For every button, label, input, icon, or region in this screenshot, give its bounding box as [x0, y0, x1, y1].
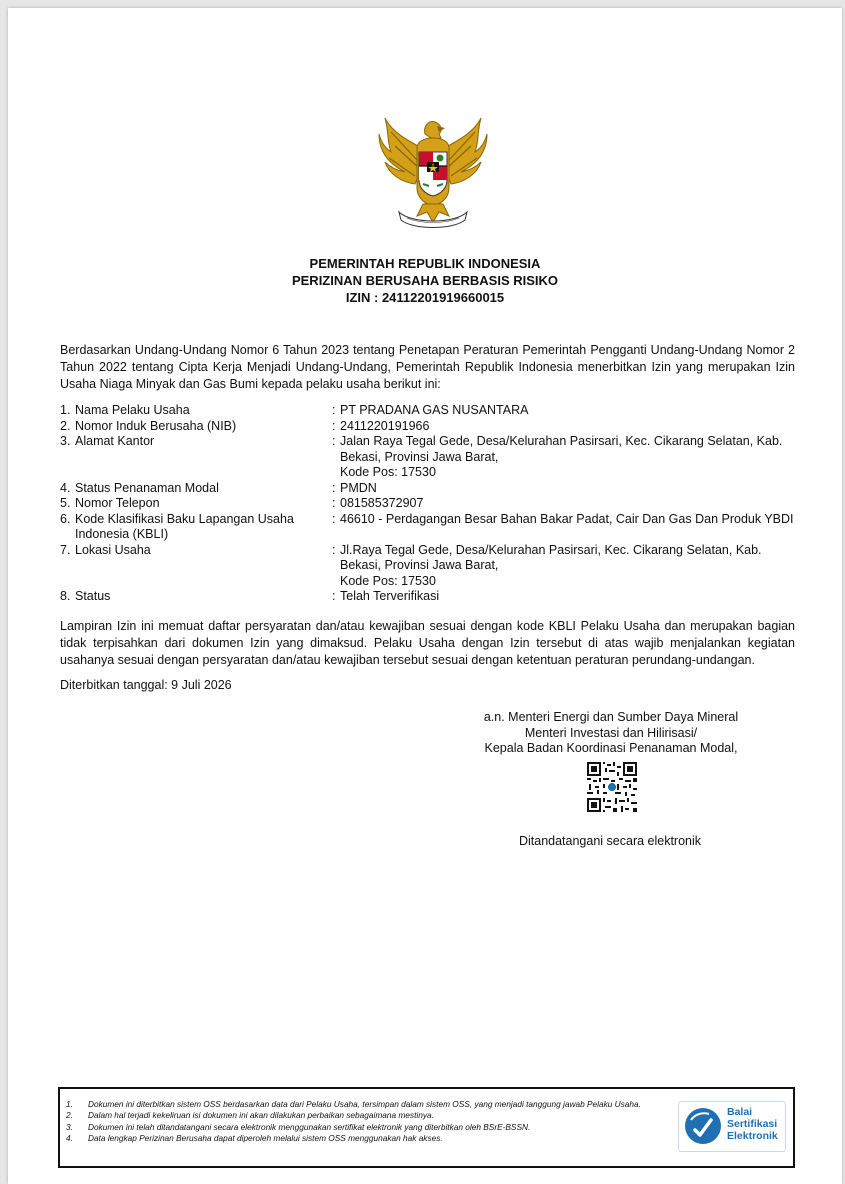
- field-label: Nama Pelaku Usaha: [75, 403, 190, 417]
- list-item: 1. Dokumen ini diterbitkan sistem OSS berdasarkan data dari Pelaku Usaha, tersimpan dalam sistem OSS, yang menjadi tanggung jawab Pelaku Usaha.: [66, 1099, 641, 1109]
- signer-line-2: Menteri Investasi dan Hilirisasi/: [524, 725, 698, 740]
- field-label: Status: [75, 589, 111, 603]
- postal-code: Kode Pos: 17530: [340, 465, 436, 479]
- field-number: 6.: [60, 511, 71, 526]
- field-value: 2411220191966: [340, 418, 430, 433]
- field-row: 3. Alamat Kantor : Jalan Raya Tegal Gede, Desa/Kelurahan Pasirsari, Kec. Cikarang Selatan, Kab. Bekasi, Provinsi Jawa Barat, Kode Pos: 17530: [60, 434, 783, 479]
- signature-block: [466, 710, 756, 757]
- field-value: Jalan Raya Tegal Gede, Desa/Kelurahan Pasirsari, Kec. Cikarang Selatan, Kab. Bekasi, Provinsi Jawa Barat,: [340, 434, 783, 464]
- field-label: Alamat Kantor: [75, 434, 155, 448]
- list-item: 2. Dalam hal terjadi kekeliruan isi dokumen ini akan dilakukan perbaikan sebagaimana mestinya.: [66, 1110, 434, 1121]
- field-value: 081585372907: [340, 496, 424, 510]
- field-value: PMDN: [340, 480, 377, 495]
- field-number: 4.: [60, 480, 71, 495]
- government-title: PEMERINTAH REPUBLIK INDONESIA: [309, 256, 541, 271]
- document-header: [8, 255, 842, 306]
- field-value: 46610 - Perdagangan Besar Bahan Bakar Padat, Cair Dan Gas Dan Produk YBDI: [340, 511, 794, 526]
- bsre-logo: [678, 1101, 786, 1152]
- field-row: 2. Nomor Induk Berusaha (NIB) : 2411220191966: [60, 419, 800, 435]
- issue-date: Diterbitkan tanggal: 9 Juli 2026: [60, 678, 232, 692]
- field-row: 1. Nama Pelaku Usaha : PT PRADANA GAS NUSANTARA: [60, 403, 800, 419]
- footer-notes-list: [66, 1099, 676, 1144]
- document-page: [8, 8, 842, 1184]
- postal-code: Kode Pos: 17530: [340, 573, 436, 588]
- field-label: Lokasi Usaha: [75, 542, 151, 557]
- field-row: 8. Status : Telah Terverifikasi: [60, 589, 800, 605]
- qr-code-icon: [587, 762, 637, 812]
- field-value: Telah Terverifikasi: [340, 589, 440, 603]
- footer-notes-box: [58, 1087, 795, 1168]
- field-number: 5.: [60, 496, 71, 510]
- field-number: 2.: [60, 418, 71, 433]
- list-item: 3. Dokumen ini telah ditandatangani secara elektronik menggunakan sertifikat elektronik yang diterbitkan oleh BSrE-BSSN.: [66, 1121, 531, 1132]
- business-details-list: [60, 403, 800, 605]
- field-number: 8.: [60, 589, 71, 603]
- bsre-logo-text: Balai Sertifikasi Elektronik: [727, 1106, 778, 1142]
- field-value: Jl.Raya Tegal Gede, Desa/Kelurahan Pasirsari, Kec. Cikarang Selatan, Kab. Bekasi, Provinsi Jawa Barat,: [340, 542, 762, 572]
- garuda-emblem-icon: [371, 112, 495, 230]
- field-label: Status Penanaman Modal: [75, 480, 219, 495]
- field-number: 7.: [60, 542, 71, 557]
- closing-paragraph: Lampiran Izin ini memuat daftar persyaratan dan/atau kewajiban sesuai dengan kode KBLI Pelaku Usaha dan merupakan bagian tidak terpisahkan dari dokumen Izin yang dimaksud. Pelaku Usaha dengan Izin tersebut di atas wajib menjalankan kegiatan usahanya sesuai dengan persyaratan dan/atau kewajiban tersebut sesuai dengan ketentuan peraturan perundang-undangan.: [60, 619, 795, 667]
- signer-line-3: Kepala Badan Koordinasi Penanaman Modal,: [484, 741, 738, 755]
- field-number: 3.: [60, 434, 71, 448]
- field-label: Kode Klasifikasi Baku Lapangan Usaha Indonesia (KBLI): [75, 511, 294, 541]
- electronic-signature-note: Ditandatangani secara elektronik: [518, 834, 702, 848]
- field-value: PT PRADANA GAS NUSANTARA: [340, 403, 529, 417]
- field-label: Nomor Telepon: [75, 496, 160, 510]
- bsre-logo-icon: [683, 1106, 723, 1146]
- field-row: 7. Lokasi Usaha : Jl.Raya Tegal Gede, Desa/Kelurahan Pasirsari, Kec. Cikarang Selatan, Kab. Bekasi, Provinsi Jawa Barat, Kode Pos: 17530: [60, 542, 762, 588]
- list-item: 4. Data lengkap Perizinan Berusaha dapat diperoleh melalui sistem OSS menggunakan hak akses.: [66, 1132, 443, 1143]
- permit-type-title: PERIZINAN BERUSAHA BERBASIS RISIKO: [291, 273, 559, 288]
- signer-line-1: a.n. Menteri Energi dan Sumber Daya Mineral: [483, 710, 739, 724]
- field-row: 6. Kode Klasifikasi Baku Lapangan Usaha Indonesia (KBLI) : 46610 - Perdagangan Besar Bahan Bakar Padat, Cair Dan Gas Dan Produk YBDI: [60, 512, 800, 543]
- field-label: Nomor Induk Berusaha (NIB): [75, 418, 237, 433]
- field-row: 5. Nomor Telepon : 081585372907: [60, 496, 800, 512]
- intro-paragraph: Berdasarkan Undang-Undang Nomor 6 Tahun 2023 tentang Penetapan Peraturan Pemerintah Pengganti Undang-Undang Nomor 2 Tahun 2022 tentang Cipta Kerja Menjadi Undang-Undang, Pemerintah Republik Indonesia menerbitkan Izin yang merupakan Izin Usaha Niaga Minyak dan Gas Bumi kepada pelaku usaha berikut ini:: [60, 343, 795, 391]
- field-row: 4. Status Penanaman Modal : PMDN: [60, 481, 800, 497]
- field-number: 1.: [60, 403, 71, 417]
- permit-number: IZIN : 24112201919660015: [345, 290, 505, 305]
